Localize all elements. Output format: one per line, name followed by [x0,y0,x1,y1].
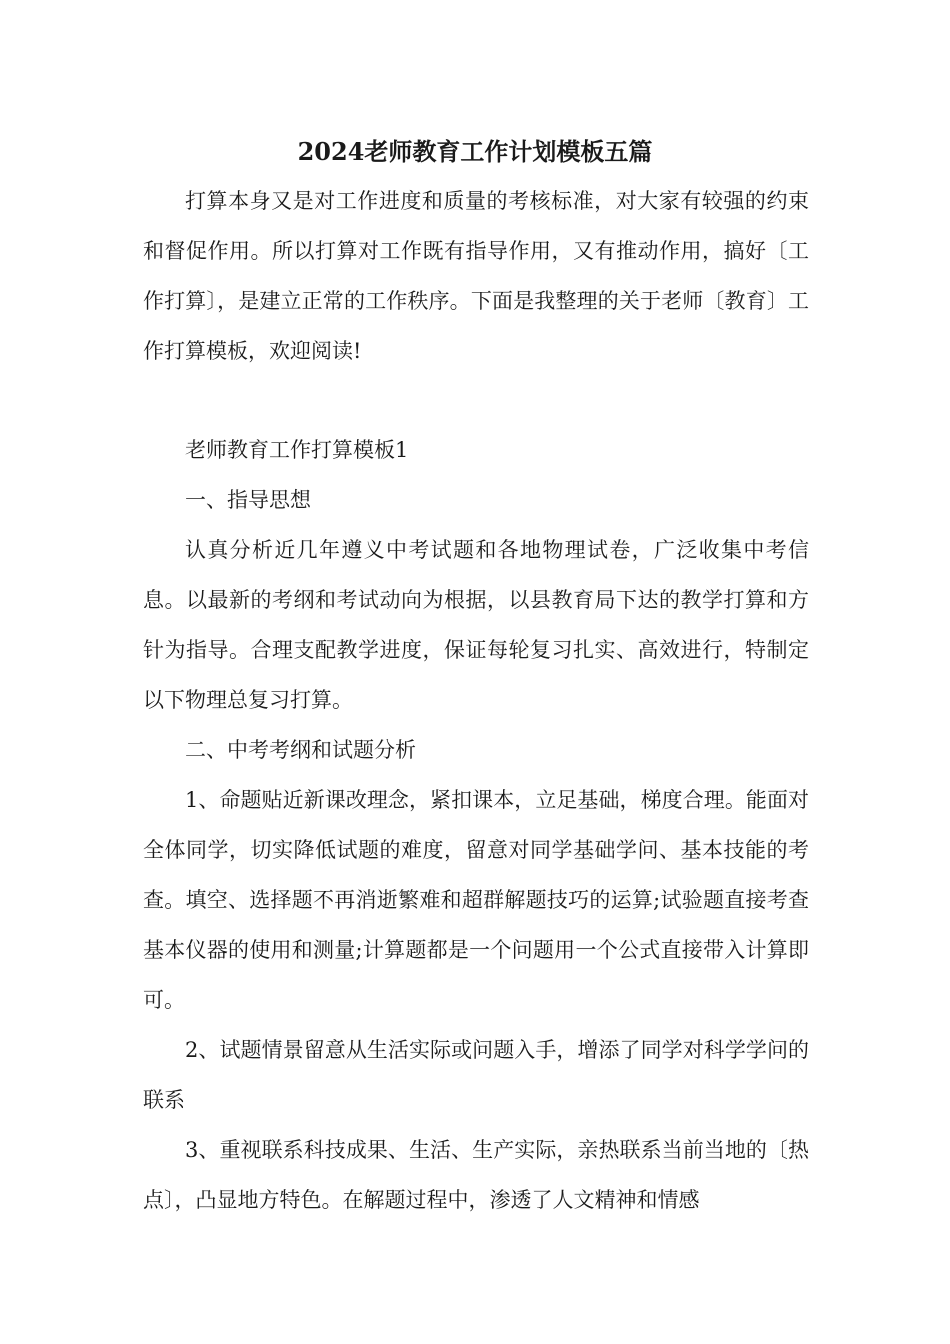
point3-paragraph: 3、重视联系科技成果、生活、生产实际，亲热联系当前当地的〔热点〕，凸显地方特色。在解题过程中，渗透了人文精神和情感 [143,1138,809,1212]
section1-heading: 一、指导思想 [185,488,311,512]
section2-heading: 二、中考考纲和试题分析 [185,738,416,762]
intro-paragraph: 打算本身又是对工作进度和质量的考核标准，对大家有较强的约束和督促作用。所以打算对工作既有指导作用，又有推动作用，搞好〔工作打算〕，是建立正常的工作秩序。下面是我整理的关于老师〔教育〕工作打算模板，欢迎阅读! [143,189,809,363]
template-heading: 老师教育工作打算模板1 [185,438,409,462]
template-section [143,425,809,1225]
section1-paragraph: 认真分析近几年遵义中考试题和各地物理试卷，广泛收集中考信息。以最新的考纲和考试动向为根据，以县教育局下达的教学打算和方针为指导。合理支配教学进度，保证每轮复习扎实、高效进行，特制定以下物理总复习打算。 [143,538,809,712]
document-title: 2024老师教育工作计划模板五篇 [297,137,653,166]
intro-block [143,176,809,376]
point1-paragraph: 1、命题贴近新课改理念，紧扣课本，立足基础，梯度合理。能面对全体同学，切实降低试题的难度，留意对同学基础学问、基本技能的考查。填空、选择题不再消逝繁难和超群解题技巧的运算;试验题直接考查基本仪器的使用和测量;计算题都是一个问题用一个公式直接带入计算即可。 [143,788,809,1012]
point2-paragraph: 2、试题情景留意从生活实际或问题入手，增添了同学对科学学问的联系 [143,1038,809,1112]
